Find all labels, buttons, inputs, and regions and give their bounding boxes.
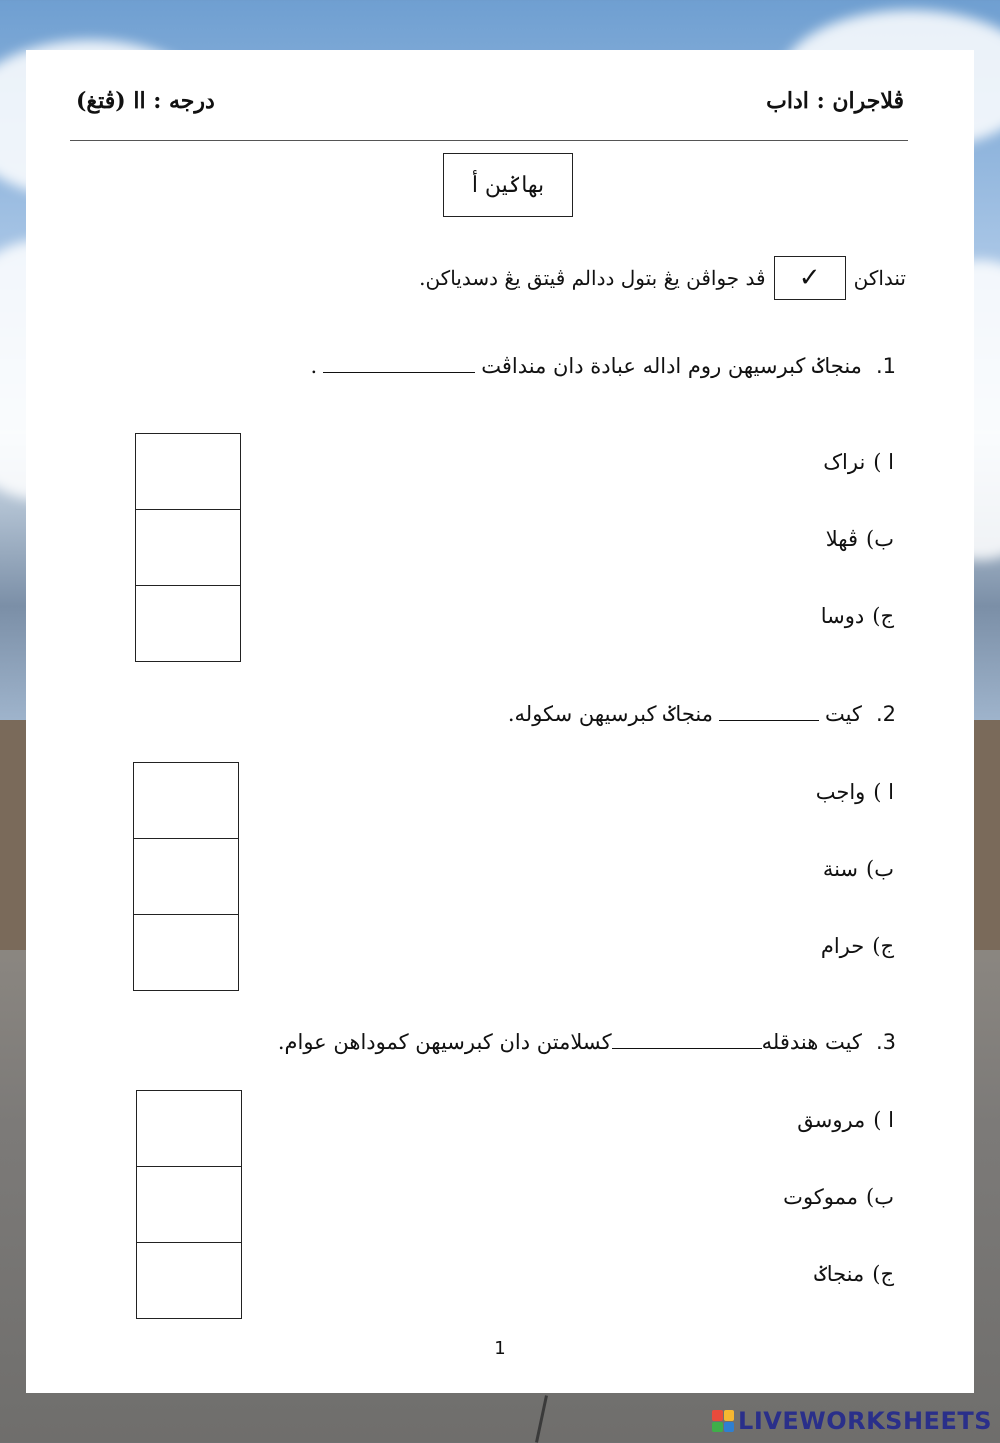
brand-square [724,1422,735,1433]
option-text: سنة [822,857,859,881]
answer-box-c[interactable] [134,915,238,990]
option-c [814,1262,894,1286]
answer-box-a[interactable] [137,1091,241,1167]
question-text-end: . [310,354,318,378]
question-3 [278,1030,896,1054]
brand-square [712,1410,723,1421]
option-text: مروسق [797,1108,866,1132]
option-text: دوسا [820,604,865,628]
worksheet-page [26,50,974,1393]
option-text: حرام [820,934,865,958]
question-text: منجاݢ کبرسيهن روم اداله عبادة دان منداڤت [481,354,862,378]
question-number: 2. [875,702,896,726]
option-text: منجاݢ [814,1262,865,1286]
instruction [419,256,906,300]
option-a [797,1108,894,1132]
answer-box-c[interactable] [136,586,240,661]
building [972,720,1000,950]
answer-box-a[interactable] [136,434,240,510]
instruction-before: تنداکن [853,266,906,290]
tick-icon: ✓ [774,256,846,300]
answer-box-b[interactable] [134,839,238,915]
option-letter: ج) [872,934,894,958]
option-c [821,934,894,958]
answer-boxes-2 [133,762,239,991]
instruction-after: ڤد جواڤن يڠ بتول ددالم ڤيتق يڠ دسدياکن. [419,266,766,290]
page-number: 1 [494,1338,506,1359]
answer-boxes-1 [135,433,241,662]
option-c [821,604,894,628]
brand-mark-icon [712,1410,734,1432]
option-a [816,780,894,804]
option-b [783,1185,894,1209]
question-2 [508,702,896,726]
grade-label: درجه : اا (ڤتغ) [76,88,215,114]
question-number: 3. [875,1030,896,1054]
brand-square [712,1422,723,1433]
liveworksheets-logo [712,1407,992,1435]
question-1 [311,354,896,378]
header-divider [70,140,908,141]
option-letter: ا ) [873,450,894,474]
option-a [823,450,894,474]
answer-blank [719,716,819,721]
answer-blank [612,1044,762,1049]
option-letter: ا ) [873,1108,894,1132]
answer-box-a[interactable] [134,763,238,839]
option-text: ڤهلا [825,527,859,551]
option-text: نراک [823,450,866,474]
option-letter: ج) [872,1262,894,1286]
option-text: مموکوت [783,1185,859,1209]
option-letter: ب) [866,527,894,551]
option-letter: ب) [866,1185,894,1209]
subject-label: ڤلاجران : اداب [766,88,904,114]
building [0,720,28,950]
question-text-end: کسلامتن دان کبرسيهن کموداهن عوام. [277,1030,612,1054]
option-letter: ا ) [873,780,894,804]
answer-box-c[interactable] [137,1243,241,1318]
option-b [823,857,894,881]
section-title: بهاݢين أ [443,153,573,217]
answer-boxes-3 [136,1090,242,1319]
option-letter: ج) [872,604,894,628]
question-text-end: منجاݢ کبرسيهن سکوله. [507,702,713,726]
question-text: کيت هندقله [761,1030,862,1054]
option-letter: ب) [866,857,894,881]
answer-box-b[interactable] [137,1167,241,1243]
option-text: واجب [815,780,866,804]
answer-box-b[interactable] [136,510,240,586]
brand-square [724,1410,735,1421]
answer-blank [323,368,475,373]
question-number: 1. [875,354,896,378]
option-b [826,527,894,551]
brand-text: LIVEWORKSHEETS [738,1407,992,1435]
ground-crack [535,1395,548,1443]
question-text: کيت [824,702,862,726]
